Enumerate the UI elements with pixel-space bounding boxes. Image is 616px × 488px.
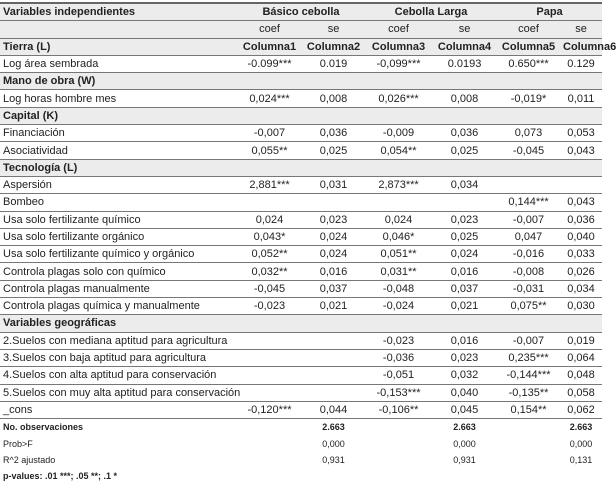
se-cell: 0,034 [560, 280, 602, 297]
se-cell: 0,037 [432, 280, 497, 297]
se-cell: 0,008 [432, 90, 497, 107]
coef-cell: 0,054** [365, 142, 432, 159]
se-cell: 0,023 [432, 211, 497, 228]
coef-cell: 0,031** [365, 263, 432, 280]
coef-cell: -0,031 [497, 280, 560, 297]
se-cell: 0,023 [432, 349, 497, 366]
coef-cell: -0,045 [237, 280, 302, 297]
pvalue-note-row [0, 468, 602, 484]
coef-cell [237, 194, 302, 211]
coef-cell: -0,008 [497, 263, 560, 280]
coef-cell: 0,052** [237, 246, 302, 263]
footer-row [0, 435, 602, 451]
column-name: Columna1 [237, 38, 302, 55]
coef-cell: -0,153*** [365, 384, 432, 401]
se-cell: 0,034 [432, 176, 497, 193]
table-row [0, 298, 602, 315]
section-label: Variables geográficas [0, 315, 602, 332]
section-row [0, 38, 602, 55]
footer-value: 0,000 [453, 438, 476, 449]
coef-cell: -0,045 [497, 142, 560, 159]
se-cell: 0,037 [302, 280, 365, 297]
coef-cell: 0,235*** [497, 349, 560, 366]
coef-cell: 0,073 [497, 125, 560, 142]
coef-cell [237, 332, 302, 349]
group-cebolla-larga: Cebolla Larga [365, 3, 497, 21]
se-cell: 0.0193 [432, 55, 497, 72]
table-row [0, 384, 602, 401]
footer-value: 2.663 [453, 422, 476, 433]
coef-cell: -0,023 [365, 332, 432, 349]
footer-value [497, 419, 560, 436]
subheader-row [0, 21, 602, 38]
row-label: Usa solo fertilizante orgánico [0, 228, 237, 245]
se-cell: 0,062 [560, 401, 602, 418]
coef-cell: -0,016 [497, 246, 560, 263]
coef-cell: 0,047 [497, 228, 560, 245]
coef-cell: -0,024 [365, 298, 432, 315]
se-cell [432, 194, 497, 211]
se-cell: 0.129 [560, 55, 602, 72]
se-cell: 0,021 [302, 298, 365, 315]
se-cell: 0,031 [302, 176, 365, 193]
column-name: Columna5 [497, 38, 560, 55]
row-label: Financiación [0, 125, 237, 142]
se-cell: 0,025 [432, 228, 497, 245]
se-cell: 0,045 [432, 401, 497, 418]
table-row [0, 246, 602, 263]
section-label: Tierra (L) [0, 38, 237, 55]
sub-coef: coef [365, 21, 432, 38]
se-cell: 0,016 [432, 332, 497, 349]
coef-cell: 2,881*** [237, 176, 302, 193]
coef-cell [237, 367, 302, 384]
row-label: Usa solo fertilizante químico y orgánico [0, 246, 237, 263]
coef-cell: -0,144*** [497, 367, 560, 384]
column-name: Columna6 [560, 38, 602, 55]
coef-cell: 0,024 [365, 211, 432, 228]
se-cell: 0,024 [432, 246, 497, 263]
regression-table [0, 2, 616, 484]
se-cell: 0,025 [302, 142, 365, 159]
se-cell [302, 332, 365, 349]
se-cell: 0,048 [560, 367, 602, 384]
row-label: Controla plagas química y manualmente [0, 298, 237, 315]
coef-cell: 2,873*** [365, 176, 432, 193]
se-cell: 0,053 [560, 125, 602, 142]
table-row [0, 125, 602, 142]
se-cell: 0,021 [432, 298, 497, 315]
section-row [0, 73, 602, 90]
footer-value [365, 419, 432, 436]
footer-row [0, 419, 602, 436]
se-cell [560, 176, 602, 193]
row-label: 5.Suelos con muy alta aptitud para conservación [0, 384, 237, 401]
coef-cell: -0,019* [497, 90, 560, 107]
se-cell: 0,064 [560, 349, 602, 366]
coef-cell: -0,007 [497, 211, 560, 228]
section-label: Capital (K) [0, 107, 602, 124]
coef-cell: -0,007 [497, 332, 560, 349]
table-row [0, 194, 602, 211]
table-row [0, 263, 602, 280]
se-cell [302, 367, 365, 384]
row-label: Log horas hombre mes [0, 90, 237, 107]
section-label: Tecnología (L) [0, 159, 602, 176]
footer-value [365, 452, 432, 468]
row-label: Log área sembrada [0, 55, 237, 72]
coef-cell: 0,144*** [497, 194, 560, 211]
footer-value [237, 435, 302, 451]
se-cell [302, 194, 365, 211]
coef-cell: 0,055** [237, 142, 302, 159]
table-row [0, 55, 602, 72]
sub-coef: coef [497, 21, 560, 38]
coef-cell: -0,036 [365, 349, 432, 366]
table-row [0, 176, 602, 193]
column-name: Columna2 [302, 38, 365, 55]
se-cell: 0.019 [302, 55, 365, 72]
coef-cell: 0,024 [237, 211, 302, 228]
se-cell: 0,019 [560, 332, 602, 349]
se-cell: 0,044 [302, 401, 365, 418]
footer-value: 0,931 [322, 454, 345, 465]
coef-cell: -0.099*** [237, 55, 302, 72]
se-cell: 0,036 [302, 125, 365, 142]
se-cell: 0,011 [560, 90, 602, 107]
coef-cell: 0,043* [237, 228, 302, 245]
se-cell: 0,058 [560, 384, 602, 401]
footer-value: 0,000 [569, 438, 593, 449]
se-cell: 0,023 [302, 211, 365, 228]
se-cell: 0,016 [432, 263, 497, 280]
footer-value: 2.663 [569, 422, 593, 433]
footer-value [497, 435, 560, 451]
coef-cell: -0,099*** [365, 55, 432, 72]
row-label: Controla plagas manualmente [0, 280, 237, 297]
pvalue-note: p-values: .01 ***; .05 **; .1 * [3, 471, 118, 482]
footer-value [237, 419, 302, 436]
table-row [0, 349, 602, 366]
coef-cell [497, 176, 560, 193]
section-row [0, 159, 602, 176]
se-cell: 0,025 [432, 142, 497, 159]
header-title: Variables independientes [0, 3, 237, 21]
coef-cell [237, 349, 302, 366]
coef-cell: -0,023 [237, 298, 302, 315]
row-label: _cons [0, 401, 237, 418]
header-row [0, 3, 602, 21]
coef-cell: -0,120*** [237, 401, 302, 418]
footer-value [497, 452, 560, 468]
column-name: Columna4 [432, 38, 497, 55]
coef-cell: -0,051 [365, 367, 432, 384]
coef-cell: 0,051** [365, 246, 432, 263]
se-cell: 0,024 [302, 228, 365, 245]
table-row [0, 211, 602, 228]
se-cell: 0,024 [302, 246, 365, 263]
sub-se: se [560, 21, 602, 38]
footer-value: 2.663 [322, 422, 345, 433]
footer-label: R^2 ajustado [3, 454, 56, 465]
table-row [0, 332, 602, 349]
coef-cell: -0,007 [237, 125, 302, 142]
sub-se: se [432, 21, 497, 38]
coef-cell: -0,009 [365, 125, 432, 142]
footer-label: No. observaciones [3, 422, 84, 433]
row-label: Usa solo fertilizante químico [0, 211, 237, 228]
se-cell: 0,036 [560, 211, 602, 228]
footer-value: 0,000 [322, 438, 345, 449]
coef-cell: -0,135** [497, 384, 560, 401]
table-row [0, 280, 602, 297]
se-cell: 0,032 [432, 367, 497, 384]
footer-value [237, 452, 302, 468]
footer-value: 0,131 [569, 454, 593, 465]
coef-cell: 0,032** [237, 263, 302, 280]
se-cell [302, 349, 365, 366]
se-cell: 0,030 [560, 298, 602, 315]
section-label: Mano de obra (W) [0, 73, 602, 90]
coef-cell [237, 384, 302, 401]
se-cell: 0,036 [432, 125, 497, 142]
footer-value: 0,931 [453, 454, 476, 465]
se-cell: 0,040 [560, 228, 602, 245]
footer-label: Prob>F [3, 438, 33, 449]
table-row [0, 367, 602, 384]
group-papa: Papa [497, 3, 602, 21]
coef-cell: 0,026*** [365, 90, 432, 107]
se-cell: 0,033 [560, 246, 602, 263]
table-row [0, 142, 602, 159]
row-label: Controla plagas solo con químico [0, 263, 237, 280]
section-row [0, 107, 602, 124]
column-name: Columna3 [365, 38, 432, 55]
coef-cell: 0,075** [497, 298, 560, 315]
coef-cell: 0,046* [365, 228, 432, 245]
row-label: Asociatividad [0, 142, 237, 159]
coef-cell: -0,106** [365, 401, 432, 418]
sub-coef: coef [237, 21, 302, 38]
coef-cell: -0,048 [365, 280, 432, 297]
row-label: Aspersión [0, 176, 237, 193]
group-basico-cebolla: Básico cebolla [237, 3, 365, 21]
footer-row [0, 452, 602, 468]
footer-value [365, 435, 432, 451]
table-row [0, 401, 602, 418]
table-row [0, 90, 602, 107]
se-cell: 0,043 [560, 142, 602, 159]
coef-cell: 0,024*** [237, 90, 302, 107]
table-row [0, 228, 602, 245]
coef-cell: 0.650*** [497, 55, 560, 72]
se-cell: 0,043 [560, 194, 602, 211]
se-cell: 0,016 [302, 263, 365, 280]
section-row [0, 315, 602, 332]
se-cell: 0,008 [302, 90, 365, 107]
se-cell: 0,040 [432, 384, 497, 401]
coef-cell: 0,154** [497, 401, 560, 418]
row-label: 3.Suelos con baja aptitud para agricultura [0, 349, 237, 366]
coef-cell [365, 194, 432, 211]
sub-se: se [302, 21, 365, 38]
se-cell [302, 384, 365, 401]
row-label: 4.Suelos con alta aptitud para conservación [0, 367, 237, 384]
row-label: 2.Suelos con mediana aptitud para agricultura [0, 332, 237, 349]
row-label: Bombeo [0, 194, 237, 211]
se-cell: 0,026 [560, 263, 602, 280]
